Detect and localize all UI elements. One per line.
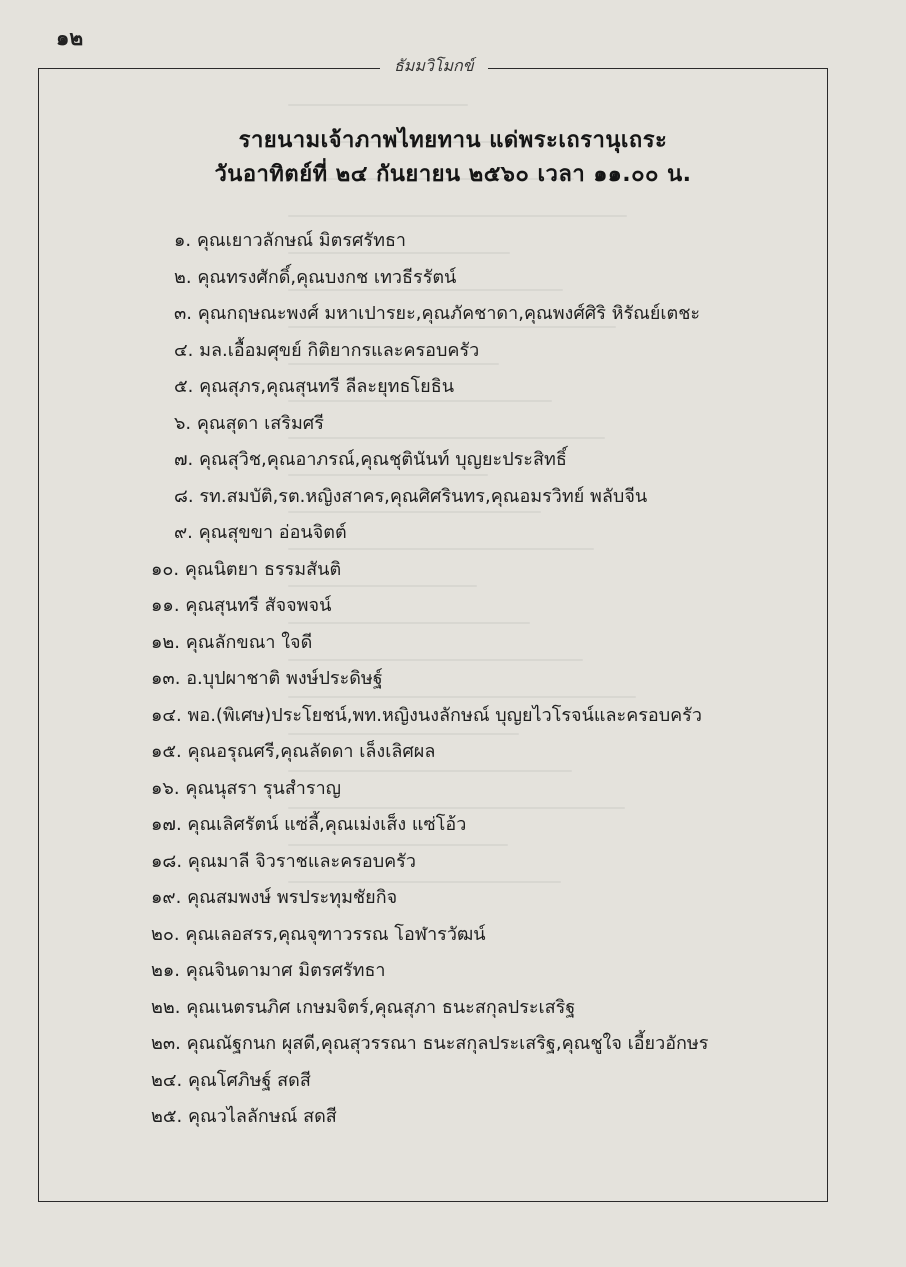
list-item-number: ๗. bbox=[174, 449, 194, 470]
list-item-text: คุณกฤษณะพงศ์ มหาเปารยะ,คุณภัคชาดา,คุณพงศ์ศิริ หิรัณย์เตชะ bbox=[197, 303, 701, 324]
list-item bbox=[174, 302, 700, 326]
list-item-number: ๑๒. bbox=[151, 631, 181, 653]
list-item-number: ๑๑. bbox=[151, 595, 180, 616]
list-item bbox=[174, 339, 479, 363]
list-item-text: คุณลักขณา ใจดี bbox=[185, 631, 313, 653]
list-item-number: ๑๖. bbox=[151, 777, 180, 799]
list-item-number: ๑. bbox=[174, 230, 192, 251]
list-item-text: คุณเลิศรัตน์ แซ่ลี้,คุณเม่งเส็ง แซ่โอ้ว bbox=[187, 814, 467, 835]
list-item-text: คุณสุภร,คุณสุนทรี ลีละยุทธโยธิน bbox=[199, 376, 454, 397]
list-item-text: คุณสุขขา อ่อนจิตต์ bbox=[198, 522, 347, 543]
list-item-number: ๒๔. bbox=[151, 1069, 183, 1091]
list-item bbox=[151, 850, 416, 874]
list-item-text: คุณนุสรา รุนสำราญ bbox=[185, 777, 342, 799]
list-item bbox=[174, 229, 406, 253]
list-item-text: คุณอรุณศรี,คุณลัดดา เล็งเลิศผล bbox=[187, 741, 436, 762]
list-item-number: ๑๘. bbox=[151, 850, 183, 872]
list-item bbox=[151, 959, 386, 983]
list-item-number: ๑๔. bbox=[151, 704, 182, 726]
list-item bbox=[151, 667, 383, 691]
list-item bbox=[151, 704, 702, 728]
list-item bbox=[151, 996, 575, 1020]
list-item bbox=[151, 777, 341, 801]
list-item-number: ๒๐. bbox=[151, 923, 180, 945]
list-item bbox=[151, 558, 341, 582]
list-item-text: พอ.(พิเศษ)ประโยชน์,พท.หญิงนงลักษณ์ บุญยไวโรจน์และครอบครัว bbox=[187, 704, 702, 726]
list-item-number: ๒๒. bbox=[151, 996, 181, 1018]
list-item bbox=[174, 266, 456, 290]
list-item-number: ๒๑. bbox=[151, 960, 181, 981]
list-item-text: คุณนิตยา ธรรมสันติ bbox=[184, 558, 342, 580]
page-number: ๑๒ bbox=[56, 26, 84, 50]
list-item-number: ๑๓. bbox=[151, 668, 181, 689]
list-item bbox=[151, 631, 312, 655]
list-item-number: ๖. bbox=[174, 412, 192, 434]
list-item-number: ๒๓. bbox=[151, 1033, 181, 1054]
list-item-text: คุณสุดา เสริมศรี bbox=[196, 412, 324, 434]
running-header: ธัมมวิโมกข์ bbox=[380, 54, 488, 79]
list-item-number: ๙. bbox=[174, 522, 193, 543]
list-item bbox=[151, 740, 435, 764]
list-item-text: คุณสมพงษ์ พรประทุมชัยกิจ bbox=[187, 887, 398, 908]
list-item bbox=[151, 594, 331, 618]
list-item bbox=[151, 1105, 337, 1129]
list-item bbox=[174, 375, 454, 399]
list-item-text: คุณเยาวลักษณ์ มิตรศรัทธา bbox=[196, 230, 407, 251]
document-subtitle-date: วันอาทิตย์ที่ ๒๔ กันยายน ๒๕๖๐ เวลา ๑๑.๐๐ น. bbox=[214, 162, 692, 187]
list-item-number: ๒. bbox=[174, 266, 192, 288]
list-item bbox=[174, 412, 324, 436]
list-item-number: ๔. bbox=[174, 339, 194, 361]
list-item-number: ๑๗. bbox=[151, 814, 182, 835]
list-item-text: คุณมาลี จิวราชและครอบครัว bbox=[187, 850, 416, 872]
list-item bbox=[151, 923, 486, 947]
document-title: รายนามเจ้าภาพไทยทาน แด่พระเถรานุเถระ bbox=[238, 128, 668, 153]
list-item-text: คุณเลอสรร,คุณจุฑาวรรณ โอฬารวัฒน์ bbox=[185, 923, 486, 945]
list-item-number: ๒๕. bbox=[151, 1106, 183, 1127]
list-item-number: ๕. bbox=[174, 376, 194, 397]
list-item bbox=[174, 521, 347, 545]
list-item-text: คุณทรงศักดิ์,คุณบงกช เทวธีรรัตน์ bbox=[197, 266, 457, 288]
list-item-number: ๓. bbox=[174, 303, 193, 324]
list-item bbox=[174, 485, 647, 509]
list-item-number: ๑๙. bbox=[151, 887, 182, 908]
list-item-text: คุณวไลลักษณ์ สดสี bbox=[187, 1106, 337, 1127]
list-item bbox=[151, 1032, 708, 1056]
list-item-text: คุณโศภิษฐ์ สดสี bbox=[187, 1069, 311, 1091]
list-item bbox=[151, 813, 466, 837]
list-item-text: คุณจินดามาศ มิตรศรัทธา bbox=[185, 960, 386, 981]
list-item bbox=[151, 1069, 311, 1093]
list-item bbox=[174, 448, 567, 472]
list-item-number: ๘. bbox=[174, 485, 194, 507]
list-item-number: ๑๕. bbox=[151, 741, 182, 762]
list-item-text: มล.เอื้อมศุขย์ กิติยากรและครอบครัว bbox=[199, 339, 480, 361]
list-item-text: คุณสุนทรี สัจจพจน์ bbox=[185, 595, 332, 616]
list-item-text: คุณเนตรนภิศ เกษมจิตร์,คุณสุภา ธนะสกุลประเสริฐ bbox=[186, 996, 576, 1018]
list-item-text: อ.บุปผาชาติ พงษ์ประดิษฐ์ bbox=[186, 668, 383, 689]
list-item-text: รท.สมบัติ,รต.หญิงสาคร,คุณศิศรินทร,คุณอมรวิทย์ พลับจีน bbox=[199, 485, 648, 507]
list-item-number: ๑๐. bbox=[151, 558, 180, 580]
list-item bbox=[151, 886, 397, 910]
list-item-text: คุณณัฐกนก ผุสดี,คุณสุวรรณา ธนะสกุลประเสริฐ,คุณชูใจ เอี้ยวอักษร bbox=[186, 1033, 709, 1054]
list-item-text: คุณสุวิช,คุณอาภรณ์,คุณชุตินันท์ บุญยะประสิทธิ์ bbox=[199, 449, 567, 470]
